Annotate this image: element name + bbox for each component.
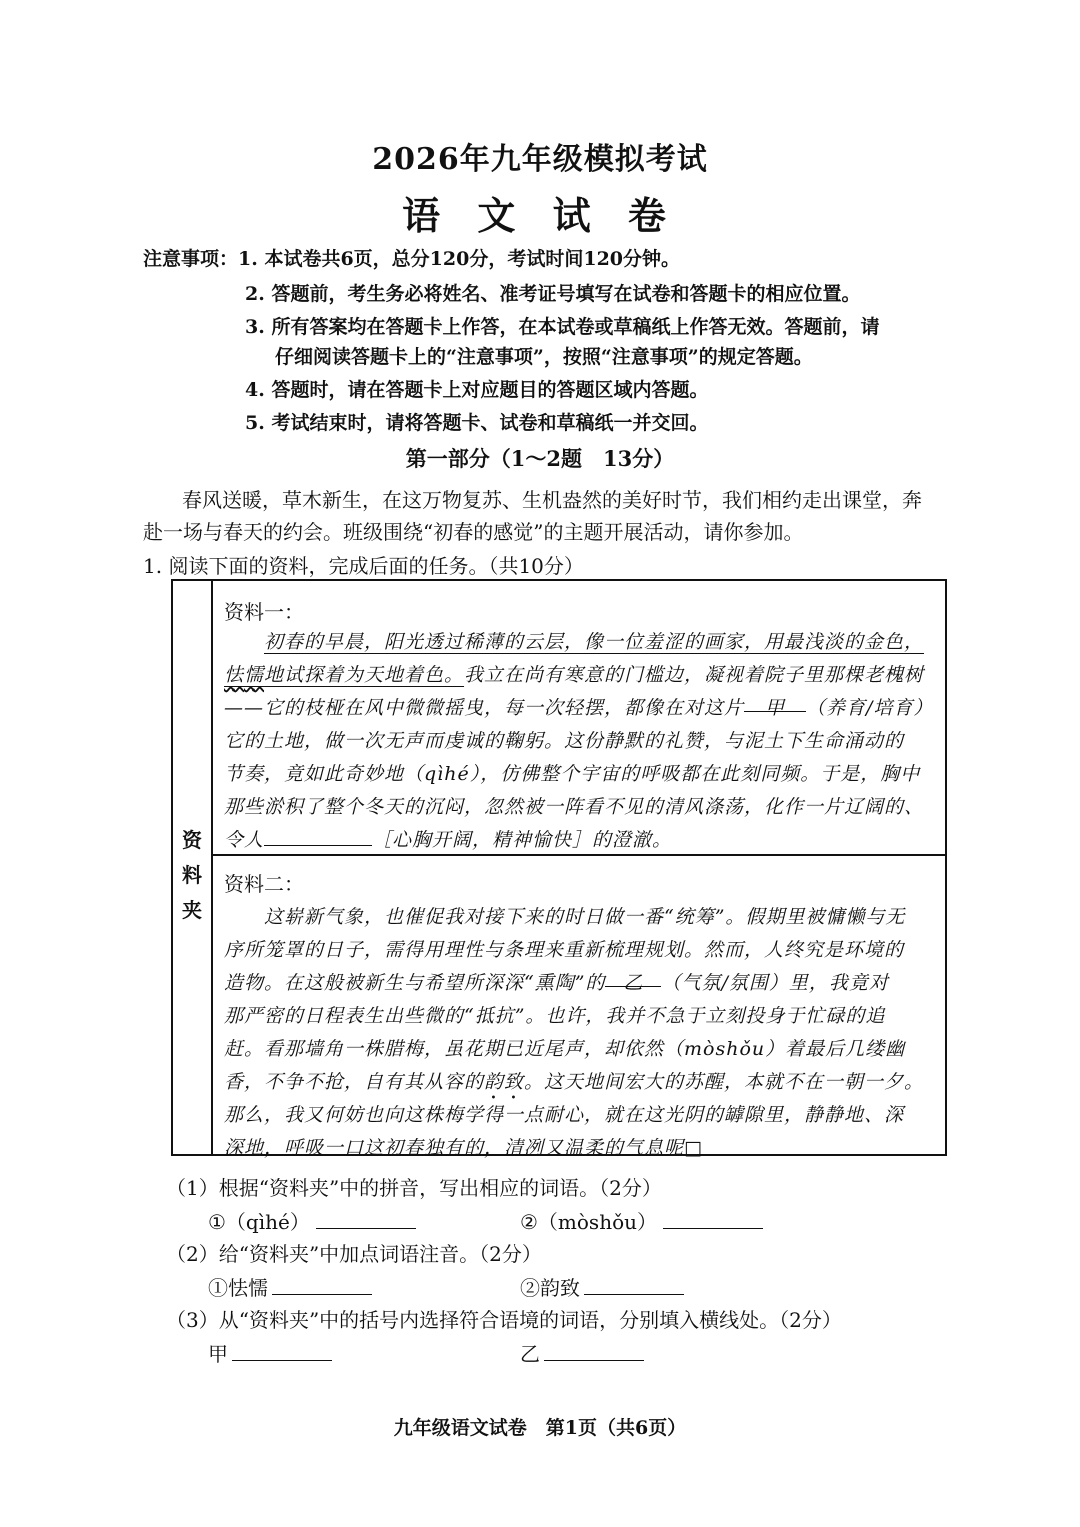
material-1-line: 节奏，竟如此奇妙地（qìhé），仿佛整个宇宙的呼吸都在此刻同频。于是，胸中 — [224, 763, 921, 785]
page-footer: 九年级语文试卷 第1页（共6页） — [393, 1417, 687, 1439]
answer-blank[interactable] — [316, 1210, 416, 1229]
notice-label: 注意事项： — [143, 248, 239, 270]
notice-item: 5. 考试结束时，请将答题卡、试卷和草稿纸一并交回。 — [245, 412, 709, 434]
material-1-line: 怯懦地试探着为天地着色。我立在尚有寒意的门槛边，凝视着院子里那棵老槐树 — [224, 664, 925, 686]
dotted-word: 韵 — [484, 1071, 505, 1093]
material-1-line: ——它的枝桠在风中微微摇曳，每一次轻摆，都像在对这片 甲 （养育/培育） — [224, 693, 933, 720]
subquestion-1a: ①（qìhé） — [208, 1206, 416, 1235]
answer-blank[interactable] — [544, 1342, 644, 1361]
notice-item: 仔细阅读答题卡上的“注意事项”，按照“注意事项”的规定答题。 — [275, 346, 813, 368]
answer-blank[interactable] — [272, 1276, 372, 1295]
paper-title: 语 文 试 卷 — [402, 193, 678, 238]
blank-yi: 乙 — [605, 968, 661, 987]
subquestion-2: （2）给“资料夹”中加点词语注音。（2分） — [166, 1242, 542, 1266]
blank-jia: 甲 — [744, 693, 806, 712]
material-2-line: 序所笼罩的日子，需得用理性与条理来重新梳理规划。然而，人终究是环境的 — [224, 939, 905, 961]
material-2-line: 那么，我又何妨也向这株梅学得一点耐心，就在这光阴的罅隙里，静静地、深 — [224, 1104, 905, 1126]
dotted-word: 怯 — [224, 664, 245, 686]
material-1-line: 令人 ［心胸开阔，精神愉快］的澄澈。 — [224, 829, 673, 851]
subquestion-3a: 甲 — [208, 1338, 332, 1367]
subquestion-1: （1）根据“资料夹”中的拼音，写出相应的词语。（2分） — [166, 1176, 662, 1200]
material-1-line: 它的土地，做一次无声而虔诚的鞠躬。这份静默的礼赞，与泥土下生命涌动的 — [224, 730, 905, 752]
material-1-title: 资料一： — [224, 600, 304, 624]
intro-paragraph: 春风送暖，草木新生，在这万物复苏、生机盎然的美好时节，我们相约走出课堂，奔 — [182, 488, 922, 512]
material-2-line: 香，不争不抢，自有其从容的韵致。这天地间宏大的苏醒，本就不在一朝一夕。 — [224, 1071, 925, 1093]
material-2-line: 深地，呼吸一口这初春独有的，清冽又温柔的气息呢□ — [224, 1137, 703, 1159]
answer-blank[interactable] — [584, 1276, 684, 1295]
subquestion-1b: ②（mòshǒu） — [520, 1206, 763, 1235]
material-2-line: 赶。看那墙角一株腊梅，虽花期已近尾声，却依然（mòshǒu）着最后几缕幽 — [224, 1038, 906, 1060]
folder-divider — [213, 854, 945, 856]
subquestion-3b: 乙 — [520, 1338, 644, 1367]
material-1-line: 那些淤积了整个冬天的沉闷，忽然被一阵看不见的清风涤荡，化作一片辽阔的、 — [224, 796, 925, 818]
notice-label-line — [143, 244, 680, 271]
notice-item: 4. 答题时，请在答题卡上对应题目的答题区域内答题。 — [245, 379, 709, 401]
intro-paragraph-cont: 赴一场与春天的约会。班级围绕“初春的感觉”的主题开展活动，请你参加。 — [143, 520, 804, 544]
answer-blank[interactable] — [232, 1342, 332, 1361]
dotted-word: 致 — [504, 1071, 525, 1093]
answer-blank[interactable] — [663, 1210, 763, 1229]
dotted-word: 懦 — [244, 664, 265, 686]
part-heading: 第一部分（1～2题 13分） — [405, 446, 675, 471]
subquestion-2a: ①怯懦 — [208, 1272, 372, 1301]
material-2-line: 这崭新气象，也催促我对接下来的时日做一番“统筹”。假期里被慵懒与无 — [264, 906, 906, 928]
subquestion-3: （3）从“资料夹”中的括号内选择符合语境的词语，分别填入横线处。（2分） — [166, 1308, 842, 1332]
material-1-line: 初春的早晨，阳光透过稀薄的云层，像一位羞涩的画家，用最浅淡的金色， — [264, 631, 925, 653]
subquestion-2b: ②韵致 — [520, 1272, 684, 1301]
exam-title: 2026年九年级模拟考试 — [372, 142, 708, 177]
material-2-title: 资料二： — [224, 872, 304, 896]
notice-item: 1. 本试卷共6页，总分120分，考试时间120分钟。 — [238, 248, 681, 270]
folder-side-label: 资料夹 — [182, 828, 202, 922]
blank-idiom — [264, 827, 372, 846]
notice-item: 2. 答题前，考生务必将姓名、准考证号填写在试卷和答题卡的相应位置。 — [245, 283, 861, 305]
question-1: 1. 阅读下面的资料，完成后面的任务。（共10分） — [143, 554, 584, 578]
material-2-line: 造物。在这般被新生与希望所深深“熏陶”的 乙 （气氛/氛围）里，我竟对 — [224, 968, 889, 995]
notice-item: 3. 所有答案均在答题卡上作答，在本试卷或草稿纸上作答无效。答题前，请 — [245, 316, 880, 338]
material-2-line: 那严密的日程表生出些微的“抵抗”。也许，我并不急于立刻投身于忙碌的追 — [224, 1005, 886, 1027]
